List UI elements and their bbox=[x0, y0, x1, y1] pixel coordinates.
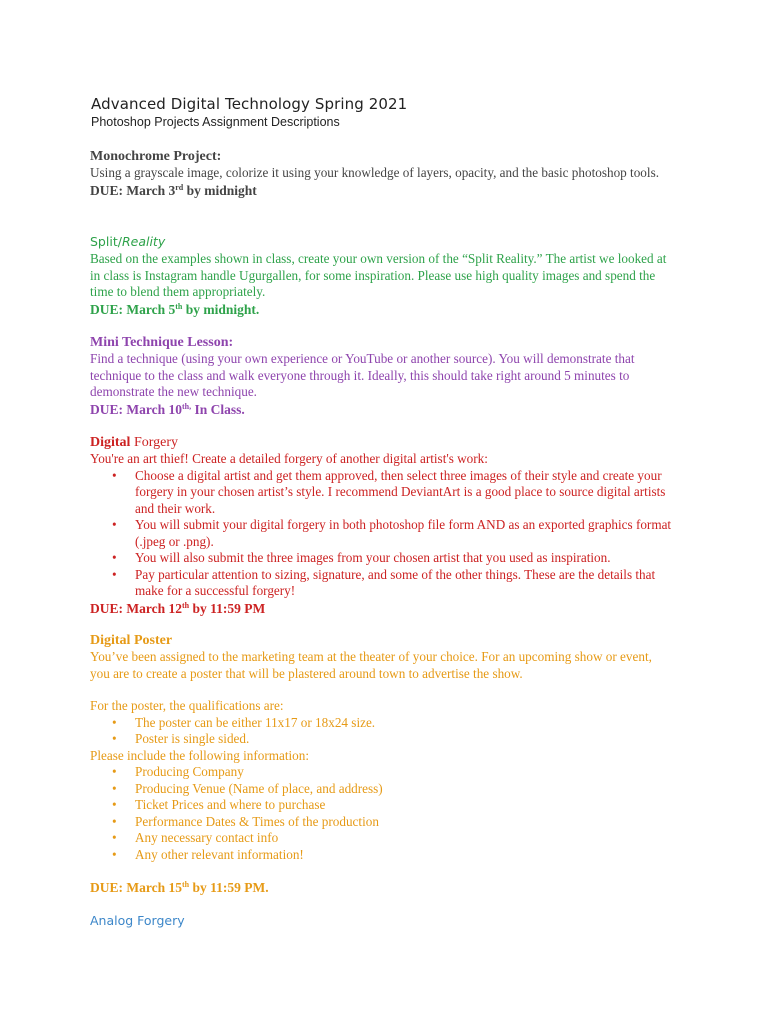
mini-lesson-title: Mini Technique Lesson: bbox=[90, 335, 234, 350]
analog-forgery-title-text: Analog Forgery bbox=[90, 913, 185, 928]
digital-poster-section bbox=[90, 632, 674, 896]
digital-forgery-section bbox=[90, 434, 674, 617]
poster-info-list bbox=[90, 764, 674, 863]
split-reality-title bbox=[90, 233, 674, 251]
due-ordinal: th bbox=[182, 880, 190, 889]
bullet-dot-icon: • bbox=[112, 764, 117, 779]
bullet-dot-icon: • bbox=[112, 797, 117, 812]
due-ordinal: th bbox=[175, 301, 183, 311]
due-suffix: by 11:59 PM. bbox=[189, 880, 269, 895]
due-prefix: DUE: March 10 bbox=[90, 401, 182, 417]
list-item-text: You will also submit the three images from your chosen artist that you used as inspiration. bbox=[135, 550, 611, 565]
list-item-text: Performance Dates & Times of the production bbox=[135, 813, 379, 829]
bullet-dot-icon: • bbox=[112, 846, 117, 862]
due-ordinal: th bbox=[182, 600, 190, 610]
list-item bbox=[90, 468, 674, 518]
monochrome-section bbox=[90, 148, 674, 199]
mini-lesson-due-date bbox=[90, 401, 674, 418]
split-reality-section bbox=[90, 233, 674, 318]
document-subtitle: Photoshop Projects Assignment Descriptions bbox=[91, 115, 340, 129]
bullet-dot-icon: • bbox=[112, 780, 117, 796]
digital-poster-due-date bbox=[90, 879, 674, 896]
list-item-text: Ticket Prices and where to purchase bbox=[135, 797, 326, 812]
list-item bbox=[90, 517, 674, 550]
due-ordinal: th, bbox=[182, 401, 192, 411]
poster-qualifications-intro: For the poster, the qualifications are: bbox=[90, 698, 284, 713]
digital-forgery-bullet-list bbox=[90, 468, 674, 600]
list-item bbox=[90, 715, 674, 732]
document-title: Advanced Digital Technology Spring 2021 bbox=[91, 95, 408, 113]
document-header bbox=[91, 95, 691, 130]
split-reality-description: Based on the examples shown in class, create your own version of the “Split Reality.” The artist we looked at in class is Instagram handle Ugurgallen, for some inspiration. Please use high quality images and spend the time to blend them appropriately. bbox=[90, 251, 667, 299]
poster-qualifications-list bbox=[90, 715, 674, 748]
list-item bbox=[90, 797, 674, 814]
due-ordinal: rd bbox=[175, 182, 184, 192]
bullet-dot-icon: • bbox=[112, 731, 117, 746]
list-item bbox=[90, 550, 674, 567]
list-item bbox=[90, 781, 674, 798]
digital-forgery-due-date bbox=[90, 600, 674, 617]
split-reality-due-date bbox=[90, 301, 674, 318]
digital-poster-title: Digital Poster bbox=[90, 633, 173, 648]
list-item-text: Any other relevant information! bbox=[135, 846, 304, 862]
bullet-dot-icon: • bbox=[112, 467, 117, 483]
list-item bbox=[90, 764, 674, 781]
due-prefix: DUE: March 15 bbox=[90, 880, 182, 895]
list-item-text: Any necessary contact info bbox=[135, 830, 279, 845]
bullet-dot-icon: • bbox=[112, 517, 117, 532]
due-suffix: by midnight bbox=[183, 182, 257, 198]
list-item bbox=[90, 567, 674, 600]
list-item bbox=[90, 814, 674, 831]
list-item-text: Producing Company bbox=[135, 764, 244, 779]
list-item-text: Pay particular attention to sizing, signature, and some of the other things. These are the details that make for a successful forgery! bbox=[135, 566, 656, 598]
digital-forgery-title-plain: Forgery bbox=[130, 435, 179, 450]
spacer bbox=[90, 682, 674, 698]
monochrome-due-date bbox=[90, 182, 674, 199]
due-prefix: DUE: March 3 bbox=[90, 182, 176, 198]
list-item-text: Poster is single sided. bbox=[135, 731, 250, 746]
mini-lesson-section bbox=[90, 334, 674, 418]
list-item bbox=[90, 731, 674, 748]
mini-lesson-description: Find a technique (using your own experience or YouTube or another source). You will demonstrate that technique to the class and walk everyone through it. Ideally, this should take right around 5 minutes to demonstrate the new technique. bbox=[90, 351, 635, 399]
analog-forgery-section bbox=[90, 912, 674, 930]
monochrome-description: Using a grayscale image, colorize it using your knowledge of layers, opacity, and the basic photoshop tools. bbox=[90, 165, 659, 180]
digital-forgery-title-bold: Digital bbox=[90, 435, 131, 450]
list-item-text: The poster can be either 11x17 or 18x24 size. bbox=[135, 714, 376, 730]
bullet-dot-icon: • bbox=[112, 813, 117, 829]
split-reality-title-part1: Split/ bbox=[90, 234, 122, 249]
digital-forgery-title bbox=[90, 434, 674, 451]
bullet-dot-icon: • bbox=[112, 714, 117, 730]
poster-info-intro: Please include the following information: bbox=[90, 747, 310, 763]
list-item-text: Producing Venue (Name of place, and address) bbox=[135, 780, 383, 796]
digital-forgery-intro: You're an art thief! Create a detailed forgery of another digital artist's work: bbox=[90, 451, 488, 466]
digital-poster-intro: You’ve been assigned to the marketing team at the theater of your choice. For an upcoming show or event, you are to create a poster that will be plastered around town to advertise the show. bbox=[90, 649, 652, 681]
due-prefix: DUE: March 5 bbox=[90, 301, 176, 317]
list-item bbox=[90, 847, 674, 864]
monochrome-title: Monochrome Project: bbox=[90, 149, 222, 164]
due-suffix: by midnight. bbox=[182, 301, 260, 317]
list-item-text: You will submit your digital forgery in both photoshop file form AND as an exported graphics format (.jpeg or .png). bbox=[135, 517, 672, 549]
due-prefix: DUE: March 12 bbox=[90, 600, 182, 616]
bullet-dot-icon: • bbox=[112, 550, 117, 565]
bullet-dot-icon: • bbox=[112, 830, 117, 845]
spacer bbox=[90, 863, 674, 879]
bullet-dot-icon: • bbox=[112, 566, 117, 582]
due-suffix: by 11:59 PM bbox=[189, 600, 266, 616]
due-suffix: In Class. bbox=[191, 401, 245, 417]
analog-forgery-title bbox=[90, 912, 674, 930]
list-item-text: Choose a digital artist and get them approved, then select three images of their style and create your forgery in your chosen artist’s style. I recommend DeviantArt is a good place to source digital artists and their work. bbox=[135, 467, 666, 516]
split-reality-title-part2: Reality bbox=[121, 234, 166, 249]
list-item bbox=[90, 830, 674, 847]
